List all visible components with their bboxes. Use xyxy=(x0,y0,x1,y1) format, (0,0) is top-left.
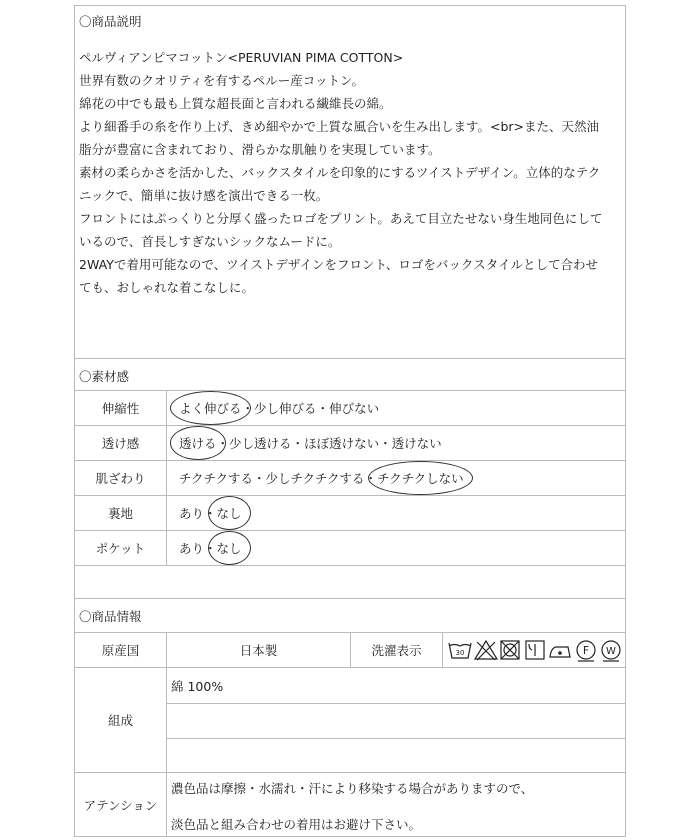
attention-label: アテンション xyxy=(75,773,167,837)
iron-low-icon xyxy=(550,647,570,657)
description-line: フロントにはぷっくりと分厚く盛ったロゴをプリント。あえて目立たせない身生地同色にして xyxy=(79,211,603,226)
material-row-label: 透け感 xyxy=(75,426,167,460)
material-row xyxy=(75,530,625,565)
line-dry-icon xyxy=(526,641,544,659)
no-bleach-icon xyxy=(475,641,497,660)
dry-clean-f-icon xyxy=(577,641,595,661)
composition-label: 組成 xyxy=(75,668,167,772)
option-separator: ・ xyxy=(316,401,330,416)
material-heading-row xyxy=(75,358,625,390)
description-line: ても、おしゃれな着こなしに。 xyxy=(79,280,255,295)
material-row xyxy=(75,390,625,425)
description-line: 綿花の中でも最も上質な超長面と言われる繊維長の綿。 xyxy=(79,96,392,111)
option: 伸びない xyxy=(329,401,380,416)
description-line: より細番手の糸を作り上げ、きめ細やかで上質な風合いを生み出します。<br>また、天然油 xyxy=(79,119,600,134)
selected-option: よく伸びる xyxy=(179,401,242,416)
info-heading-row xyxy=(75,598,625,632)
svg-text:30: 30 xyxy=(455,649,465,657)
material-row-label: 伸縮性 xyxy=(75,391,167,425)
origin-label: 原産国 xyxy=(75,633,167,667)
material-row xyxy=(75,425,625,460)
care-icons xyxy=(443,633,625,667)
option-separator: ・ xyxy=(204,541,217,556)
material-row-label: 裏地 xyxy=(75,496,167,530)
option-separator: ・ xyxy=(216,436,230,451)
option: 少し透ける xyxy=(229,436,292,451)
attention-line-2: 淡色品と組み合わせの着用はお避け下さい。 xyxy=(171,817,422,832)
description-line: 素材の柔らかさを活かした、バックスタイルを印象的にするツイストデザイン。立体的なテク xyxy=(79,165,601,180)
attention-line-1: 濃色品は摩擦・水濡れ・汗により移染する場合がありますので、 xyxy=(171,781,534,796)
description-line: ニックで、簡単に抜け感を演出できる一枚。 xyxy=(79,188,329,203)
material-spacer xyxy=(75,565,625,598)
description-line: 脂分が豊富に含まれており、滑らかな肌触りを実現しています。 xyxy=(79,142,441,157)
product-sheet xyxy=(74,5,626,837)
selected-option: なし xyxy=(216,541,242,556)
material-row-label: ポケット xyxy=(75,531,167,565)
material-row-options xyxy=(167,461,625,495)
description-line: 世界有数のクオリティを有するペルー産コットン。 xyxy=(79,73,365,88)
composition-line-1: 綿 100% xyxy=(171,679,224,694)
option-separator: ・ xyxy=(364,471,378,486)
description-heading: 〇商品説明 xyxy=(79,14,142,29)
info-heading: 〇商品情報 xyxy=(79,609,142,624)
description-line: ペルヴィアンピマコットン<PERUVIAN PIMA COTTON> xyxy=(79,50,404,65)
material-row-options xyxy=(167,391,625,425)
material-heading: 〇素材感 xyxy=(79,369,130,384)
option: あり xyxy=(179,541,205,556)
option: 透けない xyxy=(391,436,442,451)
composition-row xyxy=(75,667,625,772)
description-line: いるので、首長しすぎないシックなムードに。 xyxy=(79,234,341,249)
svg-text:F: F xyxy=(582,644,590,657)
option-separator: ・ xyxy=(253,471,266,486)
option: ほぼ透けない xyxy=(304,436,380,451)
description-body xyxy=(79,46,623,299)
attention-row xyxy=(75,772,625,837)
selected-option: 透ける xyxy=(179,436,217,451)
material-row-options xyxy=(167,531,625,565)
selected-option: チクチクしない xyxy=(377,471,464,486)
wash-30-icon xyxy=(449,643,471,658)
origin-value: 日本製 xyxy=(167,633,351,667)
svg-text:W: W xyxy=(606,646,616,657)
option-separator: ・ xyxy=(291,436,305,451)
material-row xyxy=(75,495,625,530)
material-row-options xyxy=(167,496,625,530)
option: あり xyxy=(179,506,205,521)
option: チクチクする xyxy=(179,471,254,486)
option-separator: ・ xyxy=(379,436,392,451)
no-tumble-dry-icon xyxy=(501,641,519,659)
option-separator: ・ xyxy=(241,401,255,416)
selected-option: なし xyxy=(216,506,242,521)
composition-line-2 xyxy=(167,703,625,738)
material-row-label: 肌ざわり xyxy=(75,461,167,495)
origin-care-row xyxy=(75,632,625,667)
care-icons-svg xyxy=(447,637,625,663)
wet-clean-w-icon xyxy=(602,641,620,661)
care-label: 洗濯表示 xyxy=(351,633,443,667)
option: 少し伸びる xyxy=(254,401,317,416)
option: 少しチクチクする xyxy=(265,471,365,486)
description-line: 2WAYで着用可能なので、ツイストデザインをフロント、ロゴをバックスタイルとして合わせ xyxy=(79,257,598,272)
composition-line-3 xyxy=(167,738,625,773)
option-separator: ・ xyxy=(204,506,217,521)
material-row-options xyxy=(167,426,625,460)
material-row xyxy=(75,460,625,495)
